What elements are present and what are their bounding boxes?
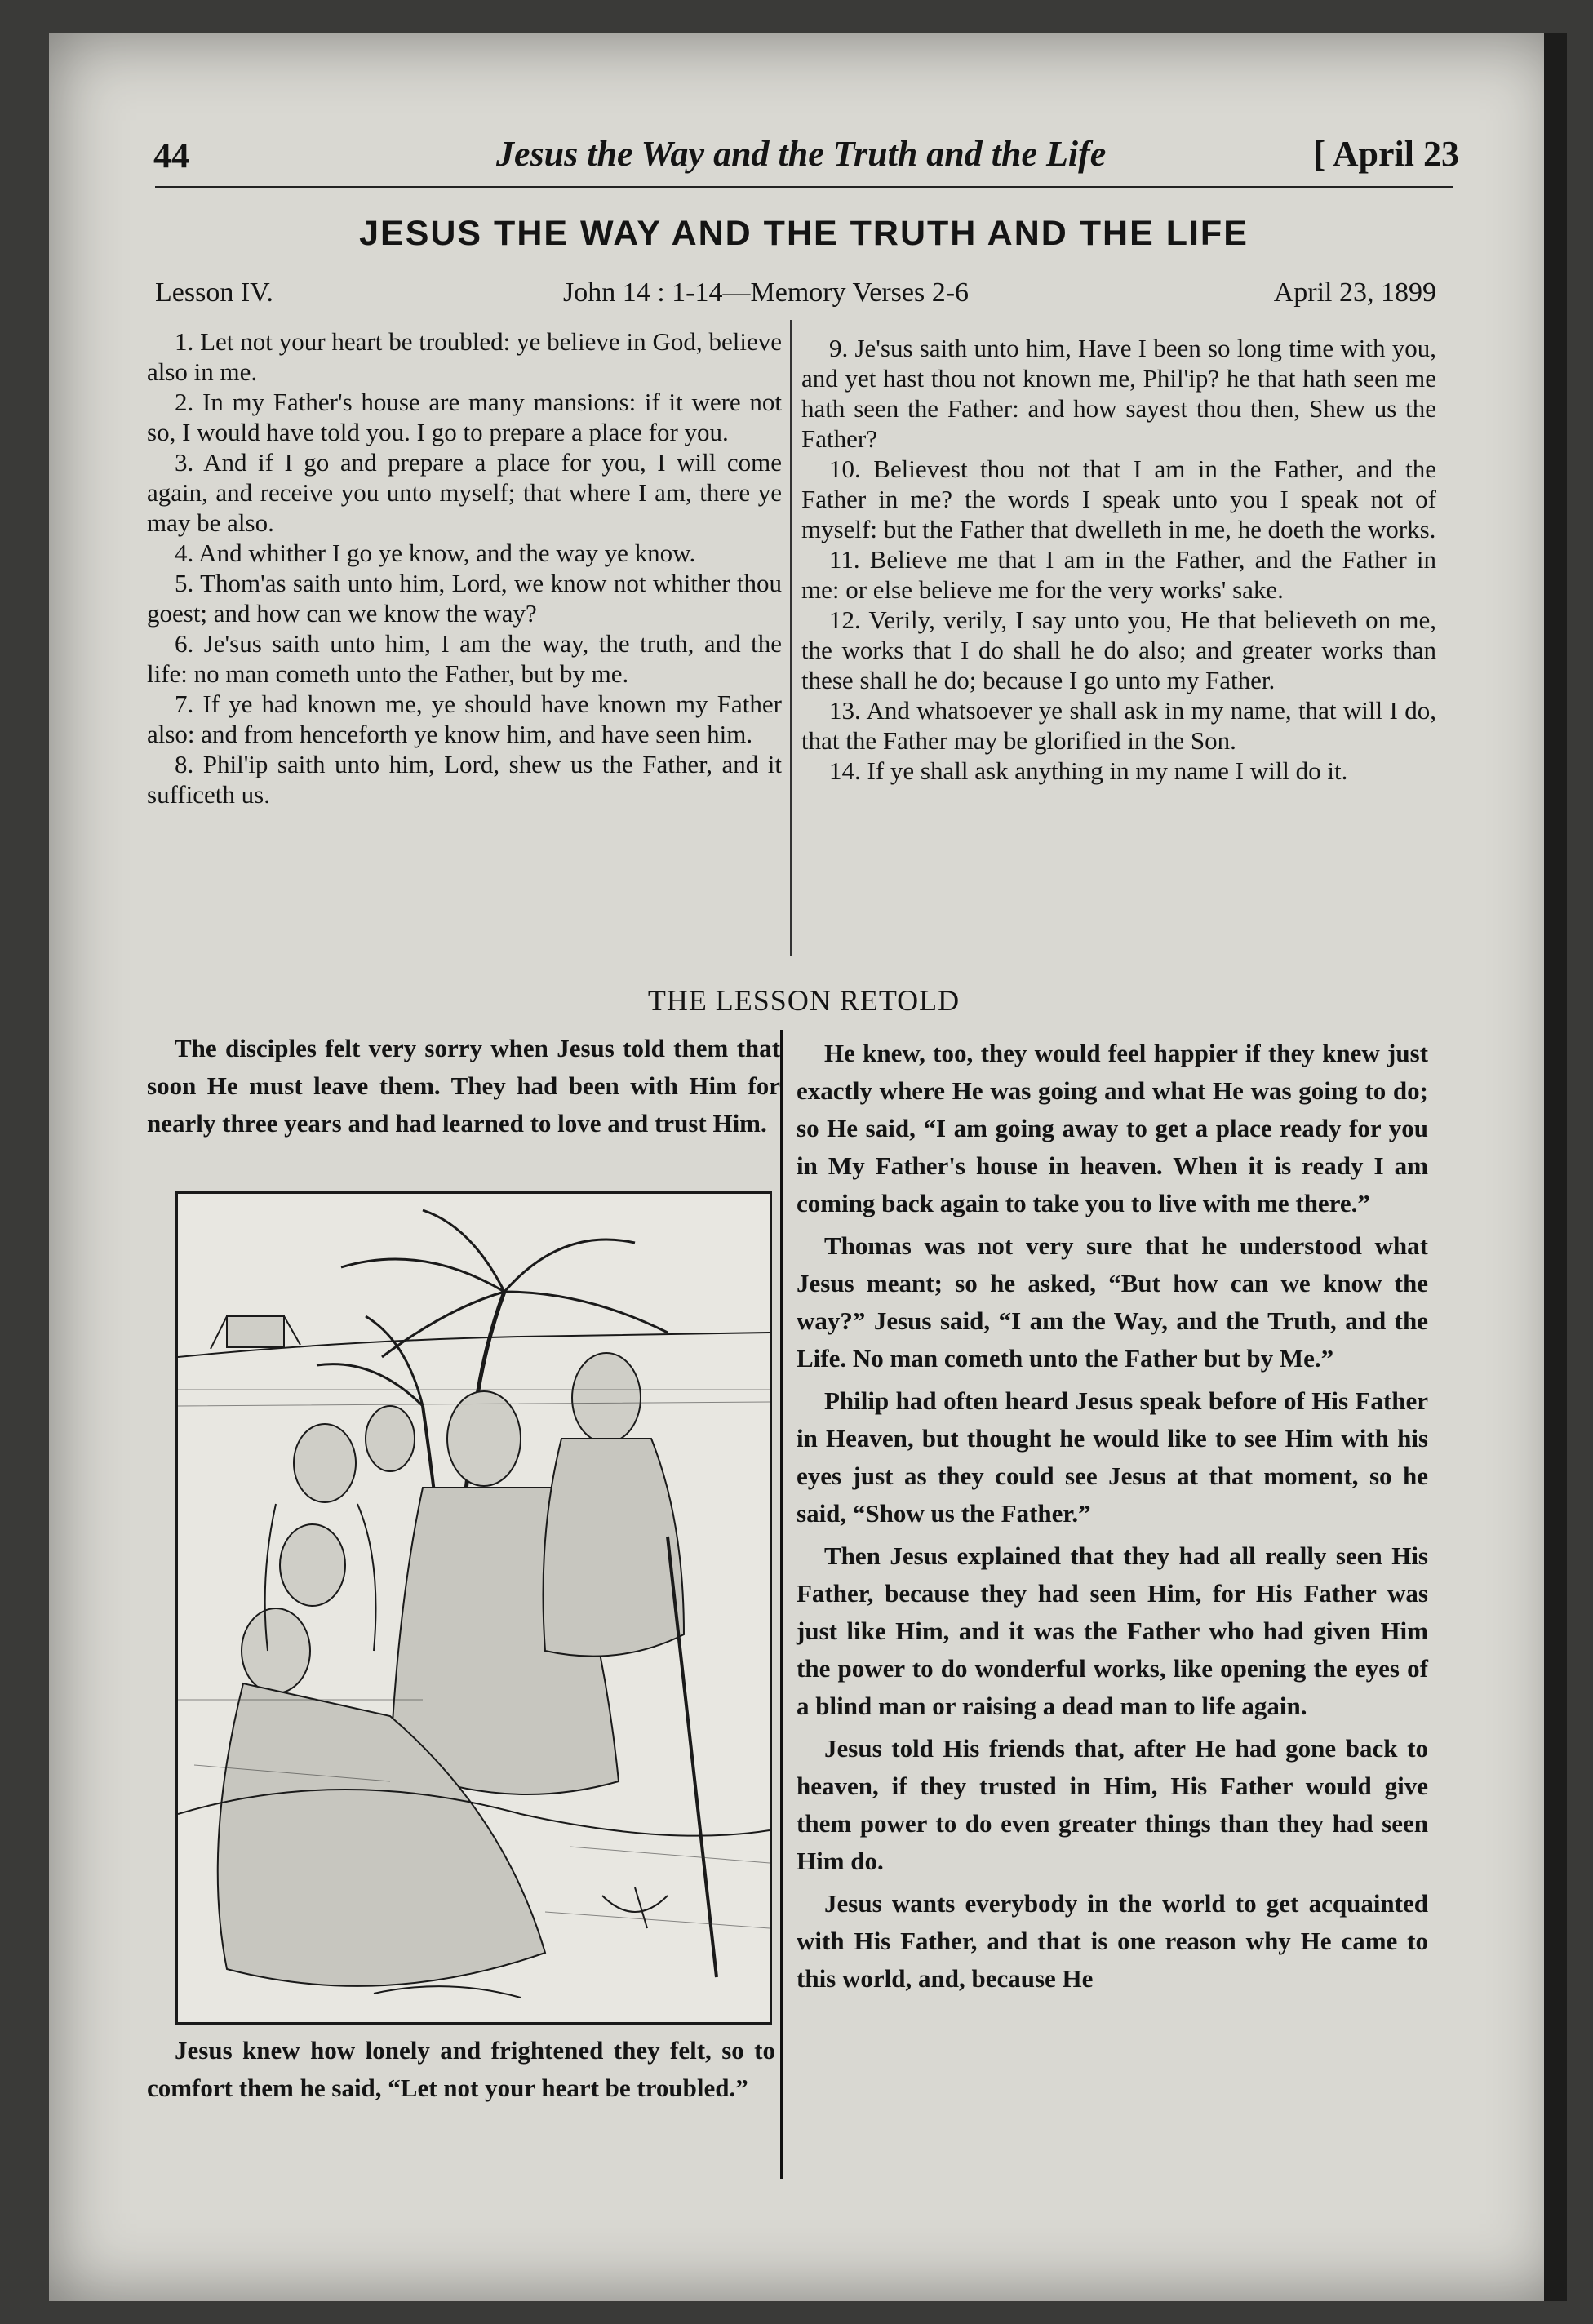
story-left-closing — [147, 2032, 775, 2112]
page-binding-edge — [1544, 33, 1567, 2301]
story-paragraph: Thomas was not very sure that he understood what Jesus meant; so he asked, “But how can we know the way?” Jesus said, “I am the Way, and the Truth, and the Life. No man cometh unto the Father but by Me.” — [796, 1231, 1428, 1373]
story-paragraph: He knew, too, they would feel happier if they knew just exactly where He was going and what He was going to do; so He said, “I am going away to get a place ready for you in My Father's house in heaven. When it is ready I am coming back again to take you to live with me there.” — [796, 1039, 1428, 1217]
verse: 8. Phil'ip saith unto him, Lord, shew us the Father, and it sufficeth us. — [147, 750, 782, 809]
engraving-image — [178, 1194, 770, 2022]
story-paragraph: Philip had often heard Jesus speak before of His Father in Heaven, but thought he would like to see Him with his eyes just as they could see Jesus at that moment, so he said, “Show us the Father.” — [796, 1386, 1428, 1528]
verse: 3. And if I go and prepare a place for you, I will come again, and receive you unto myself; that where I am, there ye may be also. — [147, 448, 782, 537]
section-heading: THE LESSON RETOLD — [647, 984, 961, 1017]
verse: 14. If ye shall ask anything in my name I will do it. — [829, 756, 1348, 785]
verse: 4. And whither I go ye know, and the way ye know. — [175, 539, 696, 567]
verse: 2. In my Father's house are many mansions: if it were not so, I would have told you. I go to prepare a place for you. — [147, 388, 782, 446]
column-divider — [790, 320, 792, 956]
illustration-jesus-with-disciples — [175, 1191, 772, 2025]
verse: 13. And whatsoever ye shall ask in my name, that will I do, that the Father may be glorified in the Son. — [801, 696, 1436, 755]
story-paragraph: Jesus told His friends that, after He had gone back to heaven, if they trusted in Him, His Father would give them power to do even greater things than they had seen Him do. — [796, 1734, 1428, 1875]
running-header — [104, 126, 1459, 184]
story-paragraph: Then Jesus explained that they had all really seen His Father, because they had seen Him, for His Father was just like Him, and it was the Father who had given Him the power to do wonderful works, like opening the eyes of a blind man or raising a dead man to life again. — [796, 1541, 1428, 1720]
verse: 7. If ye had known me, ye should have known my Father also: and from henceforth ye know him, and have seen him. — [147, 690, 782, 748]
story-paragraph: Jesus knew how lonely and frightened they felt, so to comfort them he said, “Let not your heart be troubled.” — [147, 2036, 775, 2102]
verse: 10. Believest thou not that I am in the Father, and the Father in me? the words I speak unto you I speak not of myself: but the Father that dwelleth in me, he doeth the works. — [801, 455, 1436, 543]
lesson-date: April 23, 1899 — [1273, 277, 1436, 308]
verse: 12. Verily, verily, I say unto you, He that believeth on me, the works that I do shall he do also; and greater works than these shall he do; because I go unto my Father. — [801, 605, 1436, 694]
verse: 9. Je'sus saith unto him, Have I been so long time with you, and yet hast thou not known me, Phil'ip? he that hath seen me hath seen the Father: and how sayest thou then, Shew us the Father? — [801, 334, 1436, 453]
lesson-info — [155, 277, 1453, 318]
verses-right-column — [801, 333, 1436, 786]
verse: 1. Let not your heart be troubled: ye believe in God, believe also in me. — [147, 327, 782, 386]
verses-left-column — [147, 326, 782, 809]
story-paragraph: Jesus wants everybody in the world to get acquainted with His Father, and that is one reason why He came to this world, and, because He — [796, 1889, 1428, 1993]
verse: 5. Thom'as saith unto him, Lord, we know not whither thou goest; and how can we know the way? — [147, 569, 782, 628]
page-title: JESUS THE WAY AND THE TRUTH AND THE LIFE — [359, 214, 1249, 253]
header-rule — [155, 186, 1453, 188]
verse: 11. Believe me that I am in the Father, and the Father in me: or else believe me for the very works' sake. — [801, 545, 1436, 604]
story-paragraph: The disciples felt very sorry when Jesus told them that soon He must leave them. They had been with Him for nearly three years and had learned to love and trust Him. — [147, 1034, 780, 1138]
header-date: [ April 23 — [1313, 134, 1459, 174]
running-title: Jesus the Way and the Truth and the Life — [496, 134, 1107, 174]
story-column-divider — [780, 1030, 783, 2179]
verse: 6. Je'sus saith unto him, I am the way, the truth, and the life: no man cometh unto the Father, but by me. — [147, 629, 782, 688]
lesson-scripture: John 14 : 1-14—Memory Verses 2-6 — [563, 277, 970, 308]
story-left-intro — [147, 1030, 780, 1147]
lesson-number: Lesson IV. — [155, 277, 273, 308]
page-number: 44 — [153, 135, 189, 175]
story-right-column — [796, 1035, 1428, 2002]
